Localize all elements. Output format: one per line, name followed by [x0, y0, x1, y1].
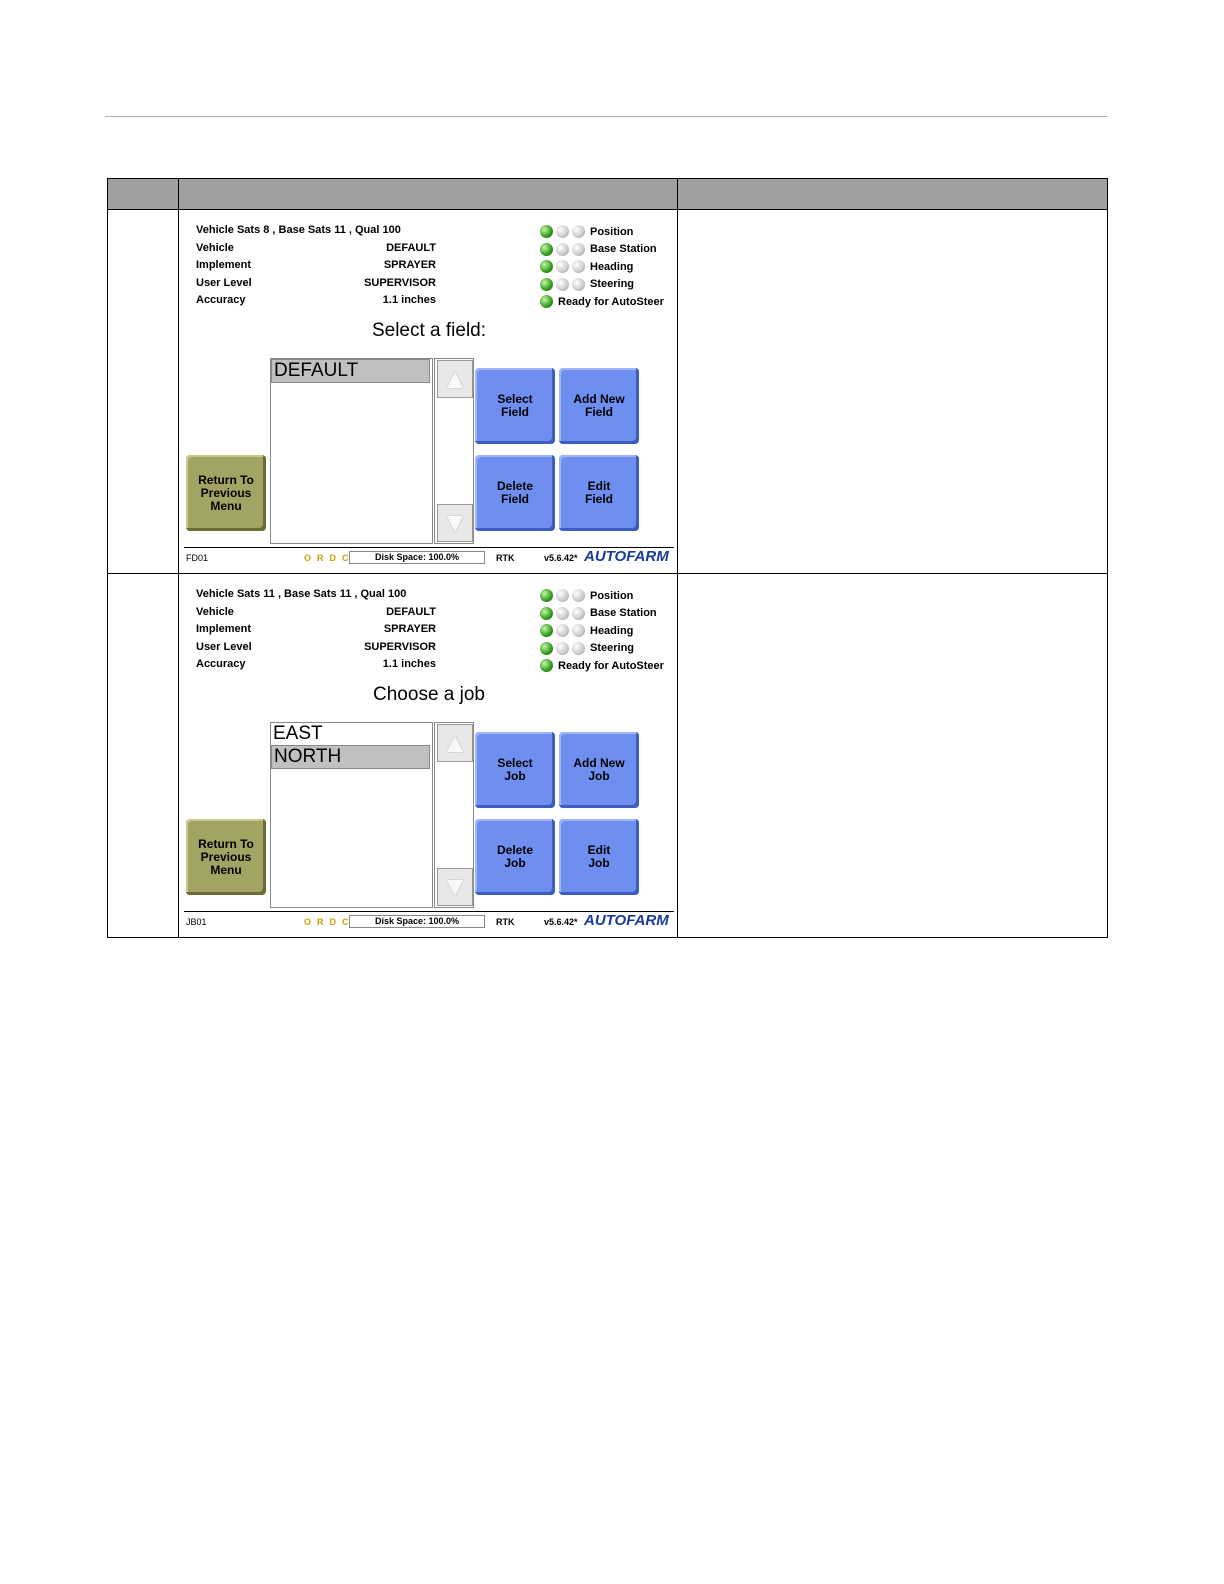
user-level-label: User Level [196, 640, 252, 653]
scroll-down-button[interactable] [437, 504, 473, 542]
status-led-icon [556, 260, 569, 273]
table-header [108, 179, 1108, 210]
return-to-previous-menu-button[interactable]: Return To Previous Menu [186, 819, 266, 895]
status-led-icon [572, 278, 585, 291]
accuracy-value: 1.1 inches [382, 658, 436, 670]
status-position: Position [590, 225, 634, 238]
status-led-icon [572, 624, 585, 637]
select-field-button[interactable]: Select Field [475, 368, 555, 444]
vehicle-value: DEFAULT [386, 241, 436, 254]
status-ready-autosteer: Ready for AutoSteer [558, 659, 664, 672]
status-ready-autosteer: Ready for AutoSteer [558, 295, 664, 308]
triangle-down-icon: ▼ [441, 871, 469, 902]
add-new-field-button[interactable]: Add New Field [559, 368, 639, 444]
status-led-icon [540, 243, 553, 256]
status-led-icon [540, 225, 553, 238]
scroll-down-button[interactable] [437, 868, 473, 906]
software-version: v5.6.42* [544, 553, 578, 563]
status-steering: Steering [590, 642, 635, 655]
vehicle-label: Vehicle [196, 605, 234, 618]
status-bar [184, 911, 674, 932]
vehicle-value: DEFAULT [386, 605, 436, 618]
sats-readout: Vehicle Sats 11 , Base Sats 11 , Qual 100 [196, 588, 407, 600]
description-cell [678, 574, 1108, 938]
status-position: Position [590, 589, 634, 602]
status-led-icon [540, 624, 553, 637]
header-cell-step [108, 179, 179, 210]
status-led-icon [556, 278, 569, 291]
software-version: v5.6.42* [544, 917, 578, 927]
ordc-indicator: ORDC [304, 553, 355, 563]
status-led-icon [572, 589, 585, 602]
status-led-icon [572, 607, 585, 620]
status-heading: Heading [590, 260, 634, 273]
vehicle-label: Vehicle [196, 241, 234, 254]
scroll-up-button[interactable] [437, 360, 473, 398]
header-cell-description [678, 179, 1108, 210]
screenshot-cell [179, 574, 678, 938]
edit-field-button[interactable]: Edit Field [559, 455, 639, 531]
step-cell [108, 574, 179, 938]
status-panel [540, 587, 680, 675]
user-level-value: SUPERVISOR [364, 640, 436, 653]
list-item[interactable]: DEFAULT [271, 359, 430, 383]
field-selection-screen [184, 220, 674, 570]
status-led-icon [556, 243, 569, 256]
status-base-station: Base Station [590, 243, 657, 256]
description-cell [678, 210, 1108, 574]
delete-job-button[interactable]: Delete Job [475, 819, 555, 895]
table-row [108, 574, 1108, 938]
return-to-previous-menu-button[interactable]: Return To Previous Menu [186, 455, 266, 531]
job-list[interactable] [270, 722, 433, 908]
status-led-icon [556, 589, 569, 602]
status-base-station: Base Station [590, 607, 657, 620]
accuracy-value: 1.1 inches [382, 294, 436, 306]
screen-code: FD01 [186, 553, 209, 563]
triangle-down-icon: ▼ [441, 507, 469, 538]
triangle-up-icon: ▲ [441, 363, 469, 394]
status-led-icon [556, 607, 569, 620]
status-panel [540, 223, 680, 311]
table-row [108, 210, 1108, 574]
top-rule [105, 116, 1107, 117]
list-scrollbar[interactable] [434, 358, 474, 544]
implement-value: SPRAYER [383, 259, 436, 271]
info-panel [196, 588, 436, 676]
sats-readout: Vehicle Sats 8 , Base Sats 11 , Qual 100 [196, 224, 401, 236]
header-cell-screen [179, 179, 678, 210]
triangle-up-icon: ▲ [441, 727, 469, 758]
correction-mode: RTK [496, 917, 515, 927]
screen-prompt: Choose a job [373, 684, 485, 705]
screen-prompt: Select a field: [371, 320, 487, 341]
status-led-icon [540, 278, 553, 291]
screen-code: JB01 [186, 917, 207, 927]
scroll-up-button[interactable] [437, 724, 473, 762]
accuracy-label: Accuracy [196, 294, 246, 306]
autofarm-logo: AUTOFARM [584, 912, 669, 929]
disk-space-indicator: Disk Space: 100.0% [349, 915, 485, 928]
field-list[interactable] [270, 358, 433, 544]
status-led-icon [572, 642, 585, 655]
status-led-icon [556, 642, 569, 655]
status-led-icon [540, 589, 553, 602]
status-led-icon [540, 607, 553, 620]
status-led-icon [556, 624, 569, 637]
status-led-icon [540, 260, 553, 273]
user-level-label: User Level [196, 276, 252, 289]
add-new-job-button[interactable]: Add New Job [559, 732, 639, 808]
info-panel [196, 224, 436, 312]
select-job-button[interactable]: Select Job [475, 732, 555, 808]
status-led-icon [540, 642, 553, 655]
status-led-icon [540, 659, 553, 672]
correction-mode: RTK [496, 553, 515, 563]
edit-job-button[interactable]: Edit Job [559, 819, 639, 895]
accuracy-label: Accuracy [196, 658, 246, 670]
status-led-icon [572, 260, 585, 273]
status-steering: Steering [590, 278, 635, 291]
status-led-icon [540, 295, 553, 308]
user-level-value: SUPERVISOR [364, 276, 436, 289]
autofarm-logo: AUTOFARM [584, 548, 669, 565]
step-cell [108, 210, 179, 574]
delete-field-button[interactable]: Delete Field [475, 455, 555, 531]
list-scrollbar[interactable] [434, 722, 474, 908]
list-item[interactable]: EAST [273, 723, 323, 744]
screenshot-cell [179, 210, 678, 574]
implement-label: Implement [196, 623, 252, 635]
disk-space-indicator: Disk Space: 100.0% [349, 551, 485, 564]
implement-label: Implement [196, 259, 252, 271]
procedure-table [107, 178, 1108, 938]
status-led-icon [556, 225, 569, 238]
list-item[interactable]: NORTH [271, 745, 430, 769]
ordc-indicator: ORDC [304, 917, 355, 927]
status-led-icon [572, 243, 585, 256]
status-bar [184, 547, 674, 568]
status-heading: Heading [590, 624, 634, 637]
job-selection-screen [184, 584, 674, 934]
implement-value: SPRAYER [383, 623, 436, 635]
status-led-icon [572, 225, 585, 238]
